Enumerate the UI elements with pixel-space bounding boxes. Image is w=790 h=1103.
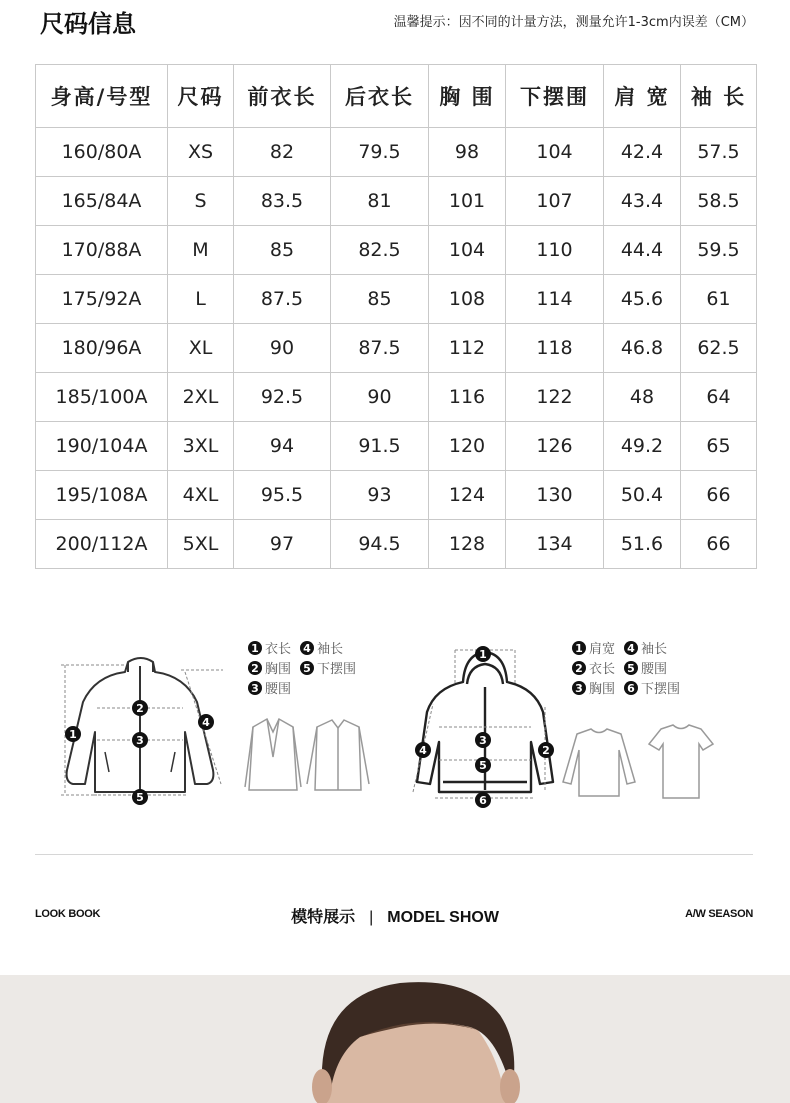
size-table (35, 64, 757, 569)
table-cell: 93 (331, 471, 429, 520)
legend-number: 5 (627, 662, 635, 675)
table-cell: 51.6 (604, 520, 681, 569)
measure-marker-number: 6 (479, 794, 487, 807)
heading-separator: | (369, 909, 374, 926)
legend-label: 下摆围 (641, 682, 681, 697)
table-cell: 83.5 (234, 177, 331, 226)
table-header-row (36, 65, 757, 128)
table-cell: 185/100A (36, 373, 168, 422)
table-cell: 124 (429, 471, 506, 520)
table-cell: 87.5 (331, 324, 429, 373)
measure-marker-number: 5 (136, 791, 144, 804)
table-cell: 108 (429, 275, 506, 324)
table-cell: 46.8 (604, 324, 681, 373)
legend-label: 下摆围 (317, 662, 357, 677)
table-cell: 95.5 (234, 471, 331, 520)
header-height-type: 身高/号型 (36, 65, 168, 128)
table-cell: 82.5 (331, 226, 429, 275)
table-cell: 118 (506, 324, 604, 373)
table-cell: 122 (506, 373, 604, 422)
legend-number: 2 (575, 662, 583, 675)
table-cell: 130 (506, 471, 604, 520)
table-cell: 116 (429, 373, 506, 422)
blazer-icon (245, 719, 301, 790)
measure-marker-number: 4 (419, 744, 427, 757)
model-show-en: MODEL SHOW (387, 909, 499, 926)
legend-number: 4 (303, 642, 311, 655)
table-cell: 61 (681, 275, 757, 324)
header-size: 尺码 (168, 65, 234, 128)
legend-label: 腰围 (265, 682, 292, 697)
legend-label: 衣长 (589, 662, 616, 677)
table-cell: 165/84A (36, 177, 168, 226)
table-cell: 57.5 (681, 128, 757, 177)
measure-marker-number: 5 (479, 759, 487, 772)
table-body (36, 128, 757, 569)
table-cell: 128 (429, 520, 506, 569)
table-cell: S (168, 177, 234, 226)
legend-label: 胸围 (265, 662, 292, 677)
page-title: 尺码信息 (40, 10, 136, 38)
legend-number: 6 (627, 682, 635, 695)
table-cell: 190/104A (36, 422, 168, 471)
header-shoulder: 肩 宽 (604, 65, 681, 128)
legend-label: 肩宽 (589, 642, 616, 657)
tshirt-icon (649, 725, 713, 798)
table-cell: 87.5 (234, 275, 331, 324)
table-row (36, 275, 757, 324)
header-chest: 胸 围 (429, 65, 506, 128)
table-cell: 114 (506, 275, 604, 324)
table-cell: 110 (506, 226, 604, 275)
measure-marker-number: 2 (542, 744, 550, 757)
table-cell: 66 (681, 520, 757, 569)
table-cell: 94 (234, 422, 331, 471)
legend-number: 1 (251, 642, 259, 655)
table-cell: 48 (604, 373, 681, 422)
section-divider (35, 854, 753, 855)
table-cell: 4XL (168, 471, 234, 520)
table-cell: 5XL (168, 520, 234, 569)
jacket-guide-lines (61, 665, 223, 795)
lookbook-label: LOOK BOOK (35, 908, 101, 920)
table-cell: 200/112A (36, 520, 168, 569)
measurement-hint: 温馨提示：因不同的计量方法，测量允许1-3cm内误差（CM） (393, 15, 754, 30)
table-cell: 101 (429, 177, 506, 226)
table-cell: 45.6 (604, 275, 681, 324)
shirt-icon (307, 720, 369, 790)
measure-marker-number: 3 (136, 734, 144, 747)
table-cell: 42.4 (604, 128, 681, 177)
table-cell: 104 (429, 226, 506, 275)
legend-label: 衣长 (265, 642, 292, 657)
table-cell: 97 (234, 520, 331, 569)
legend-number: 1 (575, 642, 583, 655)
table-cell: 43.4 (604, 177, 681, 226)
table-row (36, 177, 757, 226)
table-cell: 85 (234, 226, 331, 275)
table-cell: 62.5 (681, 324, 757, 373)
table-cell: 92.5 (234, 373, 331, 422)
sweater-icon (563, 729, 635, 796)
measure-marker-number: 3 (479, 734, 487, 747)
model-photo-art (0, 975, 790, 1103)
table-row (36, 471, 757, 520)
table-cell: 120 (429, 422, 506, 471)
table-cell: 82 (234, 128, 331, 177)
legend-number: 5 (303, 662, 311, 675)
model-show-cn: 模特展示 (291, 909, 356, 926)
table-cell: 94.5 (331, 520, 429, 569)
table-cell: 195/108A (36, 471, 168, 520)
table-cell: 90 (234, 324, 331, 373)
jacket-measure-illustration (67, 658, 214, 792)
header-front-length: 前衣长 (234, 65, 331, 128)
legend-left (248, 641, 356, 697)
table-cell: 3XL (168, 422, 234, 471)
table-cell: 91.5 (331, 422, 429, 471)
header-back-length: 后衣长 (331, 65, 429, 128)
legend-right (572, 641, 680, 697)
table-cell: 170/88A (36, 226, 168, 275)
measure-marker-number: 1 (479, 648, 487, 661)
table-cell: 66 (681, 471, 757, 520)
header-sleeve: 袖 长 (681, 65, 757, 128)
legend-number: 3 (575, 682, 583, 695)
table-cell: 107 (506, 177, 604, 226)
table-cell: 98 (429, 128, 506, 177)
table-cell: 81 (331, 177, 429, 226)
table-cell: 126 (506, 422, 604, 471)
table-cell: 112 (429, 324, 506, 373)
table-cell: 134 (506, 520, 604, 569)
legend-label: 袖长 (641, 642, 668, 657)
model-show-heading (0, 904, 790, 927)
table-cell: 44.4 (604, 226, 681, 275)
table-cell: M (168, 226, 234, 275)
table-cell: 49.2 (604, 422, 681, 471)
table-cell: L (168, 275, 234, 324)
model-photo (0, 975, 790, 1103)
table-cell: 175/92A (36, 275, 168, 324)
season-label: A/W SEASON (685, 908, 753, 920)
legend-number: 4 (627, 642, 635, 655)
table-row (36, 226, 757, 275)
legend-label: 袖长 (317, 642, 344, 657)
table-row (36, 324, 757, 373)
table-cell: 79.5 (331, 128, 429, 177)
table-cell: 59.5 (681, 226, 757, 275)
table-cell: 50.4 (604, 471, 681, 520)
legend-label: 胸围 (589, 682, 616, 697)
table-cell: XS (168, 128, 234, 177)
legend-number: 2 (251, 662, 259, 675)
table-row (36, 128, 757, 177)
table-cell: 64 (681, 373, 757, 422)
table-cell: 90 (331, 373, 429, 422)
measure-marker-number: 4 (202, 716, 210, 729)
table-cell: 160/80A (36, 128, 168, 177)
measure-marker-number: 1 (69, 728, 77, 741)
legend-number: 3 (251, 682, 259, 695)
table-cell: 58.5 (681, 177, 757, 226)
header-hem: 下摆围 (506, 65, 604, 128)
table-cell: XL (168, 324, 234, 373)
table-cell: 104 (506, 128, 604, 177)
table-cell: 180/96A (36, 324, 168, 373)
table-cell: 65 (681, 422, 757, 471)
table-cell: 85 (331, 275, 429, 324)
measurement-diagram (35, 632, 755, 822)
table-cell: 2XL (168, 373, 234, 422)
table-row (36, 520, 757, 569)
table-row (36, 373, 757, 422)
legend-label: 腰围 (641, 662, 668, 677)
measure-marker-number: 2 (136, 702, 144, 715)
table-row (36, 422, 757, 471)
